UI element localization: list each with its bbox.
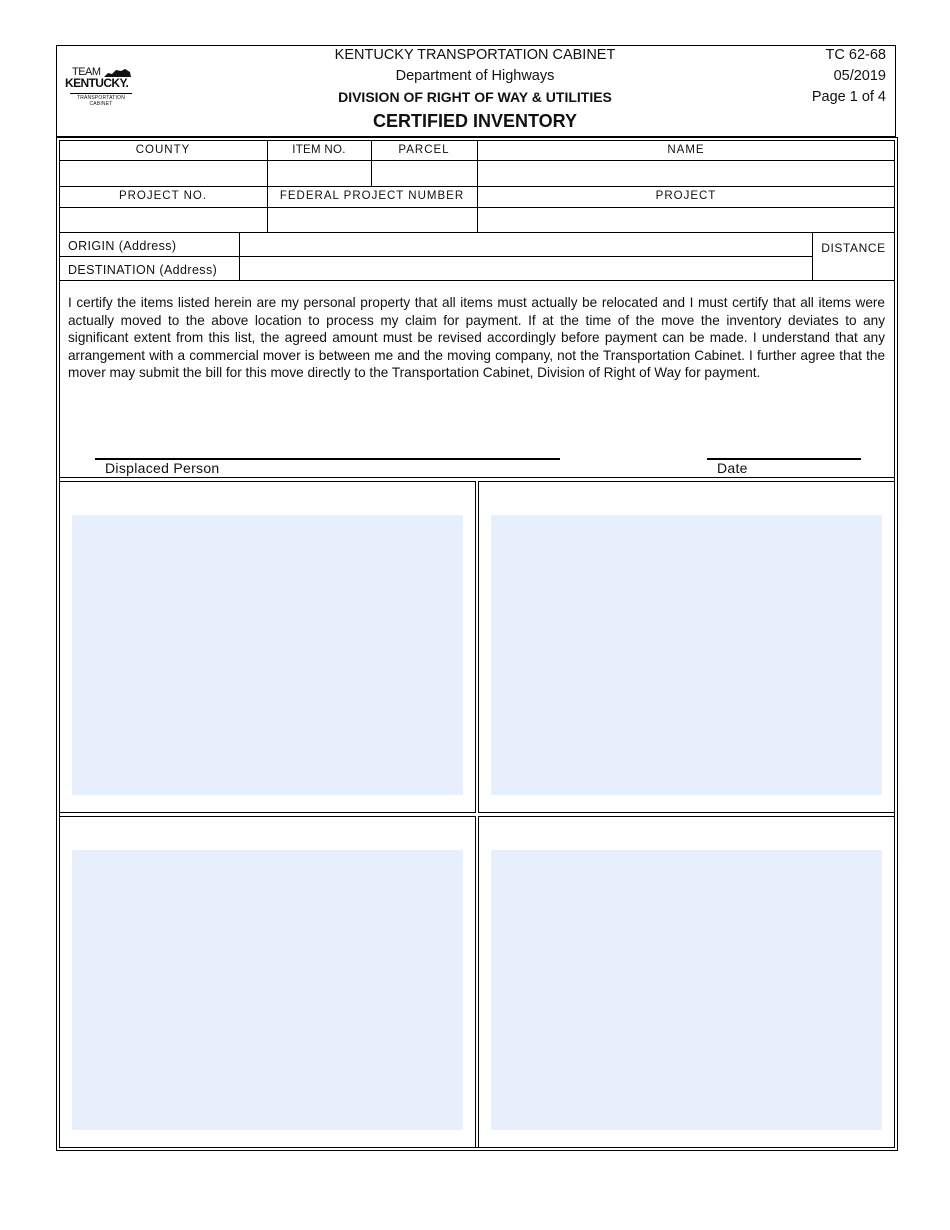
item-no-label: ITEM NO. (292, 144, 346, 156)
page-title: CERTIFIED INVENTORY (372, 111, 578, 131)
origin-input[interactable] (240, 233, 811, 255)
origin-label: ORIGIN (Address) (68, 239, 177, 253)
logo-kentucky-text: KENTUCKY. (65, 76, 129, 90)
certification-text: I certify the items listed herein are my personal property that all items must actually be relocated and I must certify that all items were actually moved to the above location to process my claim for payment. If at the time of the move the inventory deviates to any significant extent from this list, the agreed amount must be revised accordingly before payment can be made. I understand that any arrangement with a commercial mover is between me and the moving company, not the Transportation Cabinet. I further agree that the mover may submit the bill for this move directly to the Transportation Cabinet, Division of Right of Way for payment. (68, 295, 885, 381)
department-name: Department of Highways (395, 68, 555, 84)
inventory-field-bottom-right[interactable] (491, 850, 882, 1130)
item-no-input[interactable] (268, 161, 370, 185)
displaced-person-label: Displaced Person (105, 460, 220, 476)
agency-name: KENTUCKY TRANSPORTATION CABINET (334, 47, 616, 63)
federal-project-number-label: FEDERAL PROJECT NUMBER (279, 190, 465, 202)
project-label: PROJECT (655, 190, 717, 202)
inventory-field-bottom-left[interactable] (72, 850, 463, 1130)
date-label: Date (717, 460, 748, 476)
inventory-field-top-left[interactable] (72, 515, 463, 795)
federal-project-number-input[interactable] (268, 208, 476, 231)
name-label: NAME (667, 144, 705, 156)
division-name: DIVISION OF RIGHT OF WAY & UTILITIES (338, 89, 612, 105)
project-no-input[interactable] (60, 208, 266, 231)
destination-input[interactable] (240, 257, 811, 279)
logo-sub1-text: TRANSPORTATION (76, 95, 126, 101)
distance-label: DISTANCE (821, 241, 886, 255)
project-no-label: PROJECT NO. (118, 190, 208, 202)
parcel-label: PARCEL (398, 144, 450, 156)
inventory-field-top-right[interactable] (491, 515, 882, 795)
destination-label: DESTINATION (Address) (68, 263, 218, 277)
county-label: COUNTY (135, 144, 191, 156)
form-number: TC 62-68 (825, 47, 886, 63)
row-divider (59, 280, 895, 281)
section-divider (59, 477, 895, 478)
county-input[interactable] (60, 161, 266, 185)
distance-input[interactable] (813, 257, 894, 279)
form-date: 05/2019 (833, 68, 886, 84)
logo-team-text: TEAM (72, 66, 101, 78)
logo-sub2-text: CABINET (89, 101, 113, 107)
parcel-input[interactable] (372, 161, 476, 185)
page-number: Page 1 of 4 (811, 89, 886, 105)
name-input[interactable] (478, 161, 894, 185)
project-input[interactable] (478, 208, 894, 231)
